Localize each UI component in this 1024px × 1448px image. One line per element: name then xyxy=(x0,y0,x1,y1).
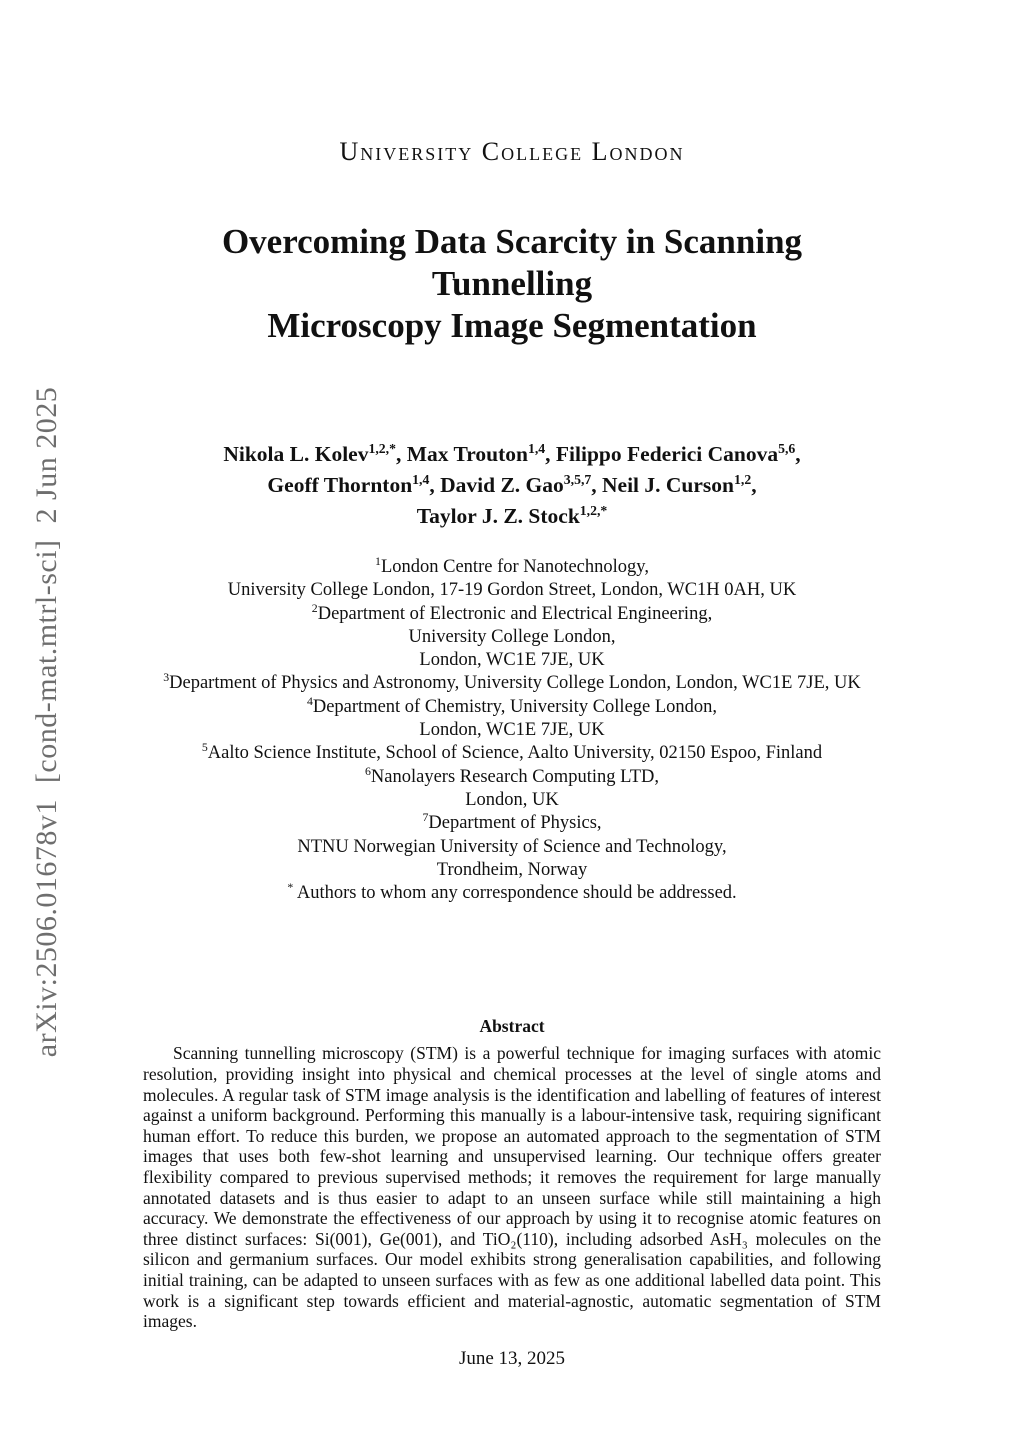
author-name: Nikola L. Kolev xyxy=(223,442,369,466)
affiliation-list xyxy=(143,553,881,905)
author-affiliation-marks: 1,2,* xyxy=(579,502,608,518)
affiliation-mark: * xyxy=(287,880,294,894)
abstract-text: Scanning tunnelling microscopy (STM) is a powerful technique for imaging surfaces with atomic resolution, providing insight into physical and chemical processes at the level of single atoms and molecules. A regular task of STM image analysis is the identification and labelling of features of interest against a uniform background. Performing this manually is a labour-intensive task, requiring significant human effort. To reduce this burden, we propose an automated approach to the segmentation of STM images that uses both few-shot learning and unsupervised learning. Our technique offers greater flexibility compared to previous supervised methods; it removes the requirement for large manually annotated datasets and is thus easier to adapt to an unseen surface while still maintaining a high accuracy. We demonstrate the effectiveness of our approach by using it to recognise atomic features on three distinct surfaces: Si(001), Ge(001), and TiO₂(110), including adsorbed AsH₃ molecules on the silicon and germanium surfaces. Our model exhibits strong generalisation capabilities, and following initial training, can be adapted to unseen surfaces with as few as one additional labelled data point. This work is a significant step towards efficient and material-agnostic, automatic segmentation of STM images. xyxy=(143,1043,881,1332)
affiliation-line: University College London, xyxy=(408,626,616,647)
affiliation-line: * Authors to whom any correspondence should be addressed. xyxy=(287,880,737,904)
author-line xyxy=(143,501,881,532)
author-line: Nikola L. Kolev$^{1,2,*}$, Max Trouton$^{1,4}$, Filippo Federici Canova$^{5,6}$, xyxy=(223,440,801,466)
author-line: Geoff Thornton$^{1,4}$, David Z. Gao$^{3,5,7}$, Neil J. Curson$^{1,2}$, xyxy=(267,471,757,497)
affiliation-mark: 2 xyxy=(311,600,318,615)
affiliation-mark: 3 xyxy=(163,670,170,685)
affiliation-line: London, UK xyxy=(465,789,559,810)
affiliation-mark: 6 xyxy=(365,763,371,778)
author-affiliation-marks: 1,4 xyxy=(412,471,430,487)
author-affiliation-marks: 5,6 xyxy=(778,440,796,456)
affiliation-mark: 1 xyxy=(375,553,381,568)
affiliation-line: $^6$Nanolayers Research Computing LTD, xyxy=(365,763,659,787)
affiliation-line: London, WC1E 7JE, UK xyxy=(419,650,605,671)
author-name: Geoff Thornton xyxy=(267,473,413,497)
paper-title xyxy=(143,221,881,347)
affiliation-line: $^4$Department of Chemistry, University College London, xyxy=(306,693,718,717)
affiliation-line: Trondheim, Norway xyxy=(436,859,588,880)
paper-title-line2: Microscopy Image Segmentation xyxy=(267,306,757,345)
author-name: David Z. Gao xyxy=(440,473,564,497)
author-name: Filippo Federici Canova xyxy=(555,442,779,466)
affiliation-line: $^1$London Centre for Nanotechnology, xyxy=(375,553,649,577)
author-name: Neil J. Curson xyxy=(602,473,735,497)
affiliation-line: $^2$Department of Electronic and Electrical Engineering, xyxy=(311,600,713,624)
affiliation-mark: 5 xyxy=(201,740,208,755)
affiliation-line: $^5$Aalto Science Institute, School of Science, Aalto University, 02150 Espoo, Finland xyxy=(201,740,823,764)
institution-header: University College London xyxy=(339,137,685,166)
abstract-heading: Abstract xyxy=(479,1016,545,1037)
publication-date: June 13, 2025 xyxy=(458,1347,566,1369)
author-affiliation-marks: 3,5,7 xyxy=(563,471,592,487)
affiliation-line: University College London, 17-19 Gordon Street, London, WC1H 0AH, UK xyxy=(227,580,797,601)
arxiv-watermark: arXiv:2506.01678v1 [cond-mat.mtrl-sci] 2 Jun 2025 xyxy=(30,386,63,1058)
affiliation-line: London, WC1E 7JE, UK xyxy=(419,720,605,741)
affiliation-line: $^7$Department of Physics, xyxy=(422,810,602,834)
affiliation-mark: 4 xyxy=(306,693,313,708)
affiliation-mark: 7 xyxy=(422,810,429,825)
paper-page xyxy=(143,0,881,1370)
affiliation-line: $^3$Department of Physics and Astronomy, University College London, London, WC1E 7JE, UK xyxy=(163,670,861,694)
author-affiliation-marks: 1,4 xyxy=(527,440,546,456)
paper-title-line1: Overcoming Data Scarcity in Scanning Tunnelling xyxy=(221,222,803,303)
author-name: Max Trouton xyxy=(406,442,528,466)
author-affiliation-marks: 1,2 xyxy=(734,471,752,487)
affiliation-line: NTNU Norwegian University of Science and Technology, xyxy=(297,836,727,857)
author-name: Taylor J. Z. Stock xyxy=(416,504,580,528)
author-affiliation-marks: 1,2,* xyxy=(368,440,396,456)
author-list xyxy=(143,439,881,532)
